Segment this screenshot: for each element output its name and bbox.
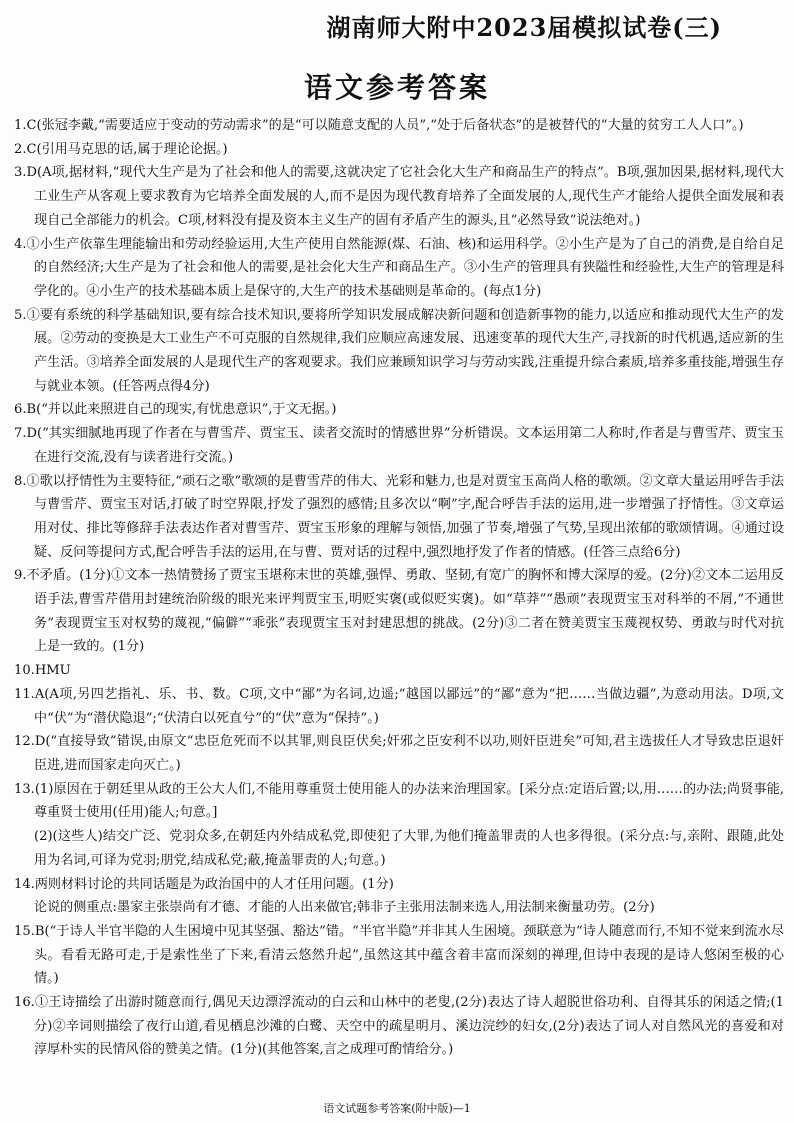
answer-item-4: 4.①小生产依靠生理能输出和劳动经验运用,大生产使用自然能源(煤、石油、核)和运用科学。②小生产是为了自己的消费,是自给自足的自然经济;大生产是为了社会和他人的需要,是社会化大生产和商品生产。③小生产的管理具有狭隘性和经验性,大生产的管理是科学化的。④小生产的技术基础本质上是保守的,大生产的技术基础则是革命的。(每点1分) (14, 236, 784, 299)
answer-item-7: 7.D(“其实细腻地再现了作者在与曹雪芹、贾宝玉、读者交流时的情感世界”分析错误。文本运用第二人称时,作者是与曹雪芹、贾宝玉在进行交流,没有与读者进行交流。) (14, 426, 784, 465)
answer-item-14: 14.两则材料讨论的共同话题是为政治国中的人才任用问题。(1分) (14, 876, 394, 892)
answer-item-5: 5.①要有系统的科学基础知识,要有综合技术知识,要将所学知识发展成解决新问题和创造新事物的能力,以适应和推动现代大生产的发展。②劳动的变换是大工业生产不可克服的自然规律,我们应顺应高速发展、迅速变革的现代大生产,寻找新的时代机遇,适应新的生产生活。③培养全面发展的人是现代生产的客观要求。我们应兼顾知识学习与劳动实践,注重提升综合素质,培养多重技能,增强生存与就业本领。(任答两点得4分) (14, 307, 784, 394)
answer-item-16: 16.①王诗描绘了出游时随意而行,偶见天边漂浮流动的白云和山林中的老叟,(2分)表达了诗人超脱世俗功利、自得其乐的闲适之情;(1分)②辛词则描绘了夜行山道,看见栖息沙滩的白鹭、天空中的疏星明月、溪边浣纱的妇女,(2分)表达了词人对自然风光的喜爱和对淳厚朴实的民情风俗的赞美之情。(1分)(其他答案,言之成理可酌情给分。) (14, 995, 784, 1058)
answer-item-2: 2.C(引用马克思的话,属于理论论据。) (14, 141, 228, 157)
answer-item-1: 1.C(张冠李戴,“需要适应于变动的劳动需求”的是“可以随意支配的人员”,“处于后备状态”的是被替代的“大量的贫穷工人人口”。) (14, 118, 744, 133)
answer-list (14, 114, 784, 1062)
page-footer: 语文试题参考答案(附中版)—1 (323, 1102, 471, 1115)
answer-item-3: 3.D(A项,据材料,“现代大生产是为了社会和他人的需要,这就决定了它社会化大生产和商品生产的特点”。B项,强加因果,据材料,现代大工业生产从客观上要求教育为它培养全面发展的人,而不是因为现代教育培养了全面发展的人,现代生产才能给人提供全面发展和表现自己全部能力的机会。C项,材料没有提及资本主义生产的固有矛盾产生的源头,且“必然导致”说法绝对。) (14, 165, 784, 228)
answer-item-11: 11.A(A项,另四艺指礼、乐、书、数。C项,文中“鄙”为名词,边遥;“越国以鄙远”的“鄙”意为“把……当做边疆”,为意动用法。D项,文中“伏”为“潜伏隐退”;“伏清白以死直兮”的“伏”意为“保持”。) (14, 686, 784, 726)
answer-item-6: 6.B(“并以此来照进自己的现实,有忧患意识”,于文无据。) (14, 402, 337, 418)
answer-item-14-detail: 论说的侧重点:墨家主张崇尚有才德、才能的人出来做官;韩非子主张用法制来选人,用法制来衡量功劳。(2分) (34, 900, 655, 916)
answer-item-12: 12.D(“直接导致”错误,由原文“忠臣危死而不以其罪,则良臣伏矣;奸邪之臣安利不以功,则奸臣进矣”可知,君主选拔任人才导致忠臣退奸臣进,进而国家走向灭亡。) (14, 734, 784, 773)
document-title: 语文参考答案 (303, 71, 490, 104)
answer-item-15: 15.B(“于诗人半官半隐的人生困境中见其坚强、豁达”错。“半官半隐”并非其人生困境。颈联意为“诗人随意而行,不知不觉来到流水尽头。看看无路可走,于是索性坐了下来,看清云悠然升起”,虽然这其中蕴含着丰富而深刻的禅理,但诗中表现的是诗人悠闲至极的心情。) (14, 923, 784, 987)
answer-item-8: 8.①歌以抒情性为主要特征,“顽石之歌”歌颂的是曹雪芹的伟大、光彩和魅力,也是对贾宝玉高尚人格的歌颂。②文章大量运用呼告手法与曹雪芹、贾宝玉对话,打破了时空界限,抒发了强烈的感情;且多次以“啊”字,配合呼告手法的运用,进一步增强了抒情性。③文章运用对仗、排比等修辞手法表达作者对曹雪芹、贾宝玉形象的理解与领悟,加强了节奏,增强了气势,呈现出浓郁的歌颂情调。④通过设疑、反问等提问方式,配合呼告手法的运用,在与曹、贾对话的过程中,强烈地抒发了作者的情感。(任答三点给6分) (14, 473, 784, 560)
answer-item-13-part-1: 13.(1)原因在于朝廷里从政的王公大人们,不能用尊重贤士使用能人的办法来治理国家。[采分点:定语后置;以,用……的办法;尚贤事能,尊重贤士使用(任用)能人;句意。] (14, 781, 784, 821)
answer-item-10: 10.HMU (14, 663, 71, 679)
answer-item-9: 9.不矛盾。(1分)①文本一热情赞扬了贾宝玉堪称末世的英雄,强悍、勇敢、坚韧,有宽广的胸怀和博大深厚的爱。(2分)②文本二运用反语手法,曹雪芹借用封建统治阶级的眼光来评判贾宝玉,明贬实褒(或似贬实褒)。如“草莽”“愚顽”表现贾宝玉对科举的不屑,“不通世务”表现贾宝玉对权势的蔑视,“偏僻”“乖张”表现贾宝玉对封建思想的挑战。(2分)③二者在赞美贾宝玉蔑视权势、勇敢与时代对抗上是一致的。(1分) (14, 568, 784, 655)
answer-item-13-part-2: (2)(这些人)结交广泛、党羽众多,在朝廷内外结成私党,即使犯了大罪,为他们掩盖罪责的人也多得很。(采分点:与,亲附、跟随,此处用为名词,可译为党羽;朋党,结成私党;蔽,掩盖罪责的人;句意。) (34, 829, 784, 868)
exam-header-title: 湖南师大附中2023届模拟试卷(三) (326, 13, 722, 42)
